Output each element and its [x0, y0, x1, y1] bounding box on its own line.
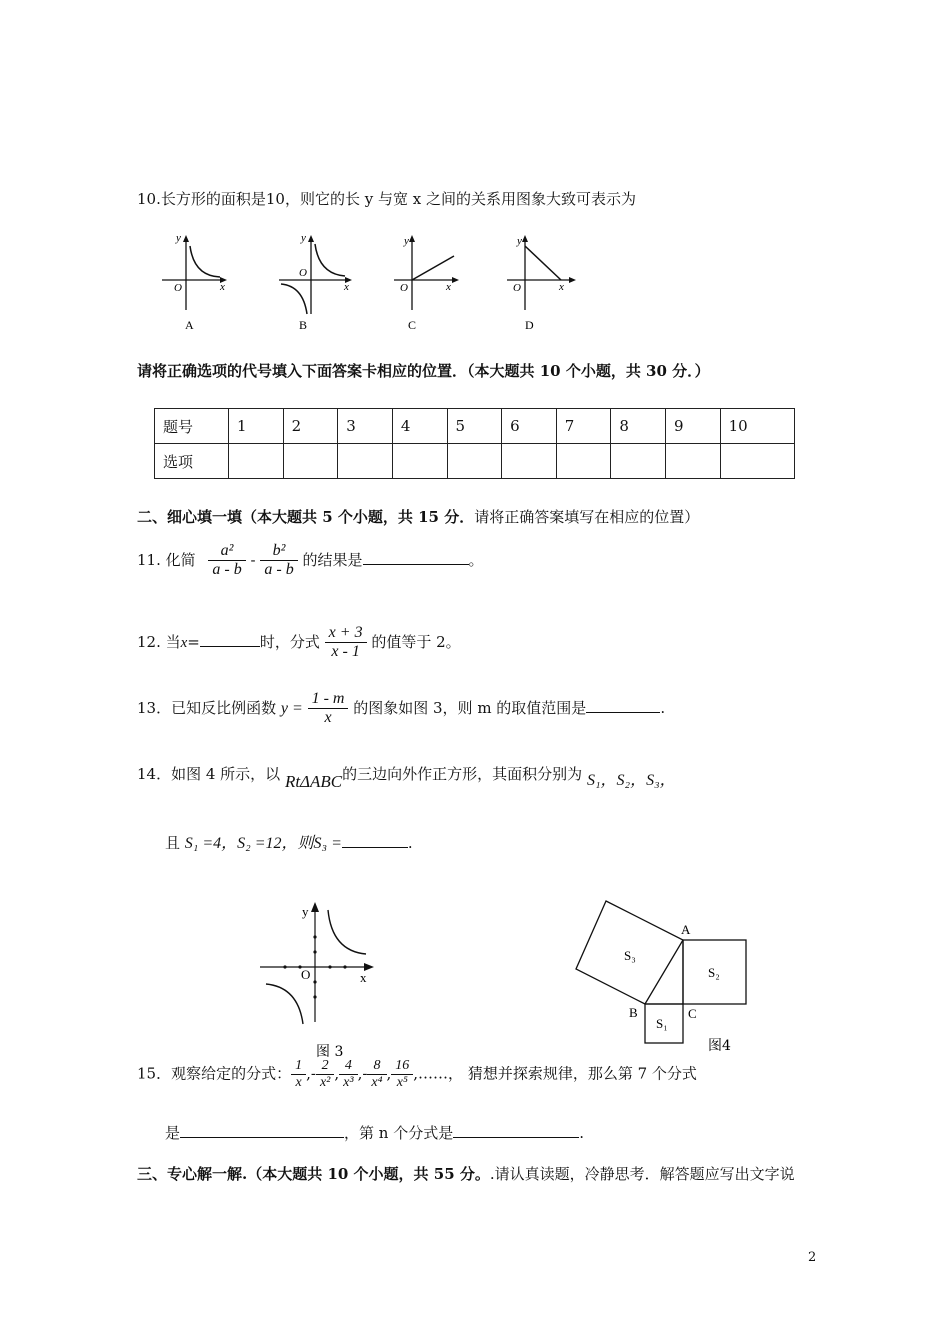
q15-line1	[137, 1058, 697, 1091]
q15-term-num: 16	[391, 1058, 413, 1075]
q11-den1: a - b	[212, 561, 242, 579]
q13-lhs: y =	[280, 699, 303, 717]
answer-card-cell: 1	[229, 409, 284, 444]
q13-frac	[308, 690, 349, 728]
graph-a-x: x	[220, 281, 225, 293]
graph-a-label: A	[185, 318, 194, 332]
answer-card-choice-label: 选项	[155, 444, 229, 479]
q15-term	[367, 1058, 386, 1091]
q15-term-num: 4	[339, 1058, 357, 1075]
q14-line2-text: S₁ =4，S₂ =12，则S₃ =	[184, 835, 342, 852]
q15-term-num: 1	[291, 1058, 306, 1075]
q12	[137, 624, 461, 662]
q15-term-den: x	[295, 1075, 302, 1091]
answer-slot[interactable]	[283, 444, 338, 479]
section3-heading-bold: 三、专心解一解.（本大题共 10 个小题，共 55 分。	[137, 1165, 490, 1183]
q15-term-num: 8	[367, 1058, 386, 1075]
q12-prefix: 12. 当	[137, 632, 181, 651]
q11-end: 。	[468, 550, 484, 569]
answer-card	[154, 408, 795, 479]
q15-dots: ,……，	[413, 1064, 464, 1083]
q13-prefix: 13．已知反比例函数	[137, 698, 277, 717]
q15-term-sign: ,-	[357, 1064, 368, 1083]
q11-prefix: 11. 化简	[137, 550, 196, 569]
figure-4-s1: S₁	[656, 1016, 668, 1031]
q12-frac	[325, 624, 367, 662]
q13-end: .	[660, 698, 666, 717]
q11-suffix: 的结果是	[302, 550, 363, 569]
q12-var: x	[180, 634, 188, 651]
figure-3-caption: 图 3	[316, 1044, 344, 1060]
answer-slot[interactable]	[720, 444, 794, 479]
q11-frac2	[260, 542, 297, 580]
q15-term	[291, 1058, 306, 1091]
figure-3	[256, 896, 381, 1066]
q12-suffix: 的值等于 2。	[371, 632, 461, 651]
q15-term	[339, 1058, 357, 1091]
answer-card-cell: 3	[338, 409, 393, 444]
graph-b-o: O	[299, 267, 307, 279]
section2-heading-bold: 二、细心填一填（本大题共 5 个小题，共 15 分．	[137, 508, 475, 526]
q13-answer-blank[interactable]	[586, 712, 660, 713]
figure-3-y: y	[302, 904, 309, 919]
q15-term-sign: ,	[334, 1064, 340, 1083]
q11-den2: a - b	[264, 561, 294, 579]
q14-triangle: RtΔABC	[284, 772, 343, 791]
figure-4-s2: S₂	[708, 965, 720, 980]
graph-c	[392, 232, 467, 332]
graph-c-y: y	[404, 235, 409, 247]
q11-answer-blank[interactable]	[363, 564, 469, 565]
answer-card-cell: 4	[392, 409, 447, 444]
graph-c-label: C	[408, 318, 417, 332]
q15-term-den: x²	[319, 1075, 331, 1091]
section3-heading-tail: .请认真读题，冷静思考．解答题应写出文字说	[489, 1165, 795, 1183]
graph-d-label: D	[525, 318, 534, 332]
q15-line2	[165, 1124, 584, 1142]
graph-b-x: x	[344, 281, 349, 293]
q15-answer-blank-7[interactable]	[180, 1137, 344, 1138]
figure-4-caption: 图4	[708, 1038, 731, 1054]
graph-d	[505, 232, 580, 332]
answer-slot[interactable]	[229, 444, 284, 479]
q15-line2-prefix: 是	[165, 1124, 181, 1142]
graph-a-o: O	[174, 282, 182, 294]
q15-prefix: 15．观察给定的分式：	[137, 1064, 292, 1083]
q13	[137, 690, 665, 728]
graph-d-x: x	[559, 281, 564, 293]
graph-a-y: y	[176, 232, 181, 244]
q15-term	[316, 1058, 334, 1091]
q15-term-num: 2	[316, 1058, 334, 1075]
q11-frac1	[208, 542, 245, 580]
answer-slot[interactable]	[392, 444, 447, 479]
section3-heading	[137, 1165, 795, 1183]
answer-card-cell: 5	[447, 409, 502, 444]
q11-minus: -	[250, 550, 256, 569]
answer-slot[interactable]	[556, 444, 611, 479]
graph-b-label: B	[299, 318, 308, 332]
q12-eq: =	[187, 632, 200, 651]
q14-line2-prefix: 且	[165, 834, 181, 852]
q12-num: x + 3	[325, 624, 367, 643]
figure-4-c: C	[688, 1006, 697, 1021]
section2-heading	[137, 508, 699, 526]
section2-heading-tail: 请将正确答案填写在相应的位置）	[474, 508, 700, 526]
answer-card-cell: 8	[611, 409, 666, 444]
q14-end: .	[407, 834, 413, 852]
q12-answer-blank[interactable]	[200, 646, 260, 647]
answer-card-cell: 2	[283, 409, 338, 444]
graph-b	[277, 232, 357, 332]
q14-mid: 的三边向外作正方形，其面积分别为	[342, 765, 583, 783]
q12-mid: 时，分式	[259, 632, 320, 651]
q15-suffix: 猜想并探索规律，那么第 7 个分式	[467, 1064, 697, 1083]
q14-answer-blank[interactable]	[342, 847, 408, 848]
answer-card-choice-row	[155, 444, 795, 479]
answer-slot[interactable]	[447, 444, 502, 479]
answer-card-header-row	[155, 409, 795, 444]
q15-answer-blank-n[interactable]	[453, 1137, 579, 1138]
answer-card-cell: 6	[502, 409, 557, 444]
answer-card-cell: 7	[556, 409, 611, 444]
graph-c-o: O	[400, 282, 408, 294]
q13-den: x	[324, 709, 332, 727]
q15-term-sign: ,-	[306, 1064, 316, 1083]
graph-b-y: y	[301, 232, 306, 244]
answer-card-cell: 9	[666, 409, 721, 444]
q14-s-list: S₁，S₂，S₃，	[586, 772, 676, 789]
figure-4	[570, 895, 755, 1060]
q11-num1: a²	[208, 542, 245, 561]
graph-c-x: x	[446, 281, 451, 293]
q14-line1	[137, 764, 676, 791]
answer-slot[interactable]	[338, 444, 393, 479]
answer-slot[interactable]	[611, 444, 666, 479]
q11-num2: b²	[260, 542, 297, 561]
q14-line2	[165, 834, 413, 853]
graph-a	[160, 232, 230, 332]
q15-term-sign: ,	[386, 1064, 392, 1083]
figure-3-o: O	[301, 967, 311, 982]
answer-card-cell: 10	[720, 409, 794, 444]
answer-slot[interactable]	[502, 444, 557, 479]
graph-d-y: y	[517, 235, 522, 247]
q15-line2-end: .	[579, 1124, 584, 1142]
figure-4-s3: S₃	[624, 948, 636, 963]
q15-term	[391, 1058, 413, 1091]
page-number: 2	[808, 1250, 817, 1265]
answer-slot[interactable]	[666, 444, 721, 479]
q11	[137, 542, 484, 580]
q15-term-den: x³	[343, 1075, 354, 1091]
q12-den: x - 1	[331, 643, 360, 661]
figure-3-x: x	[360, 970, 367, 985]
figure-4-a: A	[681, 922, 691, 937]
q15-line2-mid: ，第 n 个分式是	[344, 1124, 454, 1142]
answer-note: 请将正确选项的代号填入下面答案卡相应的位置．（本大题共 10 个小题，共 30 分．）	[137, 362, 710, 380]
q13-suffix: 的图象如图 3，则 m 的取值范围是	[353, 698, 587, 717]
graph-d-o: O	[513, 282, 521, 294]
figure-4-b: B	[629, 1005, 638, 1020]
q13-num: 1 - m	[308, 690, 349, 709]
answer-card-cell: 题号	[155, 409, 229, 444]
q10-text: 10.长方形的面积是10，则它的长 y 与宽 x 之间的关系用图象大致可表示为	[137, 190, 636, 208]
q14-prefix: 14．如图 4 所示，以	[137, 765, 281, 783]
q15-term-den: x⁵	[396, 1075, 408, 1091]
q15-term-den: x⁴	[371, 1075, 383, 1091]
